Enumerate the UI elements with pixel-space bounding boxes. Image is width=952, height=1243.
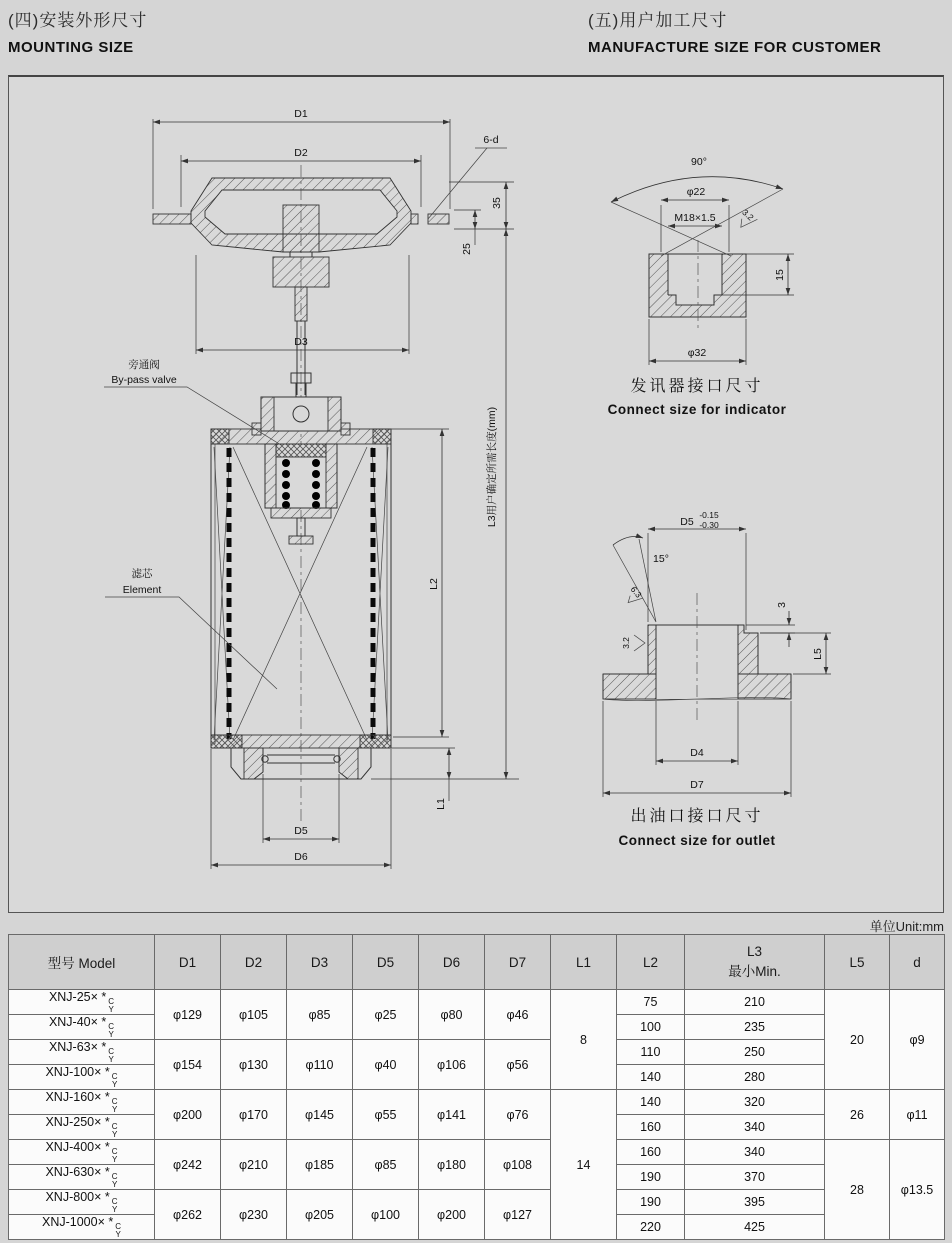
d5-cell: φ85 — [353, 1140, 419, 1190]
d6-cell: φ141 — [419, 1090, 485, 1140]
stem — [295, 287, 307, 321]
l2-cell: 190 — [617, 1165, 685, 1190]
d1-cell: φ262 — [155, 1190, 221, 1240]
outlet-finish32-symbol — [621, 635, 645, 651]
model-cell — [9, 1115, 155, 1140]
spec-table-wrap — [8, 934, 944, 1240]
cover-flange-right-a — [411, 214, 418, 224]
table-row — [9, 1040, 945, 1065]
model-text: XNJ-160× * — [45, 1090, 110, 1104]
indicator-bore-fill — [668, 254, 722, 295]
col-model: 型号 Model — [9, 935, 155, 990]
d1-cell: φ129 — [155, 990, 221, 1040]
outlet-finish63-label: 6.3 — [628, 584, 644, 600]
col-l3-sub: 最小Min. — [728, 964, 781, 979]
model-cy: C Y — [108, 1022, 115, 1039]
step3-label: 3 — [776, 602, 788, 608]
bottom-wall-left — [244, 748, 263, 779]
indicator-connection-view — [608, 156, 794, 417]
l1-cell: 14 — [551, 1090, 617, 1240]
l5-cell: 20 — [825, 990, 890, 1090]
l3-cell: 395 — [685, 1190, 825, 1215]
model-cell — [9, 1065, 155, 1090]
dim25-label: 25 — [461, 243, 473, 255]
technical-drawing-panel — [8, 75, 944, 913]
outlet-boss-wall-l — [648, 625, 656, 674]
outlet-finish63-symbol — [622, 584, 645, 607]
outlet-d5-tol-upper: -0.15 — [699, 510, 719, 520]
model-cell — [9, 1140, 155, 1165]
table-row — [9, 1090, 945, 1115]
bypass-label-en: By-pass valve — [111, 374, 177, 386]
right-title-zh: (五)用户加工尺寸 — [588, 11, 728, 30]
d7-label: D7 — [690, 779, 704, 791]
d-cell: φ9 — [890, 990, 945, 1090]
l5-cell: 26 — [825, 1090, 890, 1140]
d1-extension — [153, 119, 450, 209]
l2-label: L2 — [428, 578, 440, 590]
d3-cell: φ145 — [287, 1090, 353, 1140]
d1-cell: φ200 — [155, 1090, 221, 1140]
l5-cell: 28 — [825, 1140, 890, 1240]
model-text: XNJ-63× * — [48, 1040, 107, 1054]
col-l2: L2 — [617, 935, 685, 990]
l3-cell: 320 — [685, 1090, 825, 1115]
l2-extension — [391, 429, 449, 737]
d5-cell: φ40 — [353, 1040, 419, 1090]
chamfer-angle-label: 15° — [653, 553, 669, 565]
d1-cell: φ154 — [155, 1040, 221, 1090]
l5-label: L5 — [812, 648, 824, 660]
model-cy: C Y — [111, 1122, 118, 1139]
l3-note: L3用户确定所需长度(mm) — [486, 406, 498, 528]
l3-cell: 340 — [685, 1140, 825, 1165]
valve-head-wall-l — [261, 397, 274, 431]
element-label-en: Element — [122, 584, 162, 596]
table-row — [9, 1140, 945, 1165]
col-d2: D2 — [221, 935, 287, 990]
d7-cell: φ108 — [485, 1140, 551, 1190]
l3-cell: 210 — [685, 990, 825, 1015]
d2-cell: φ210 — [221, 1140, 287, 1190]
col-d3: D3 — [287, 935, 353, 990]
top-flange-seal-right — [373, 429, 391, 444]
model-cy: C Y — [111, 1072, 118, 1089]
outlet-connection-view — [603, 510, 831, 848]
d3-cell: φ110 — [287, 1040, 353, 1090]
table-row — [9, 990, 945, 1015]
model-cy: C Y — [108, 997, 115, 1014]
indicator-recess-fill — [676, 295, 714, 305]
col-l3 — [685, 935, 825, 990]
col-l1: L1 — [551, 935, 617, 990]
model-text: XNJ-25× * — [48, 990, 107, 1004]
outlet-d5-label: D5 — [680, 516, 694, 528]
outlet-finish32-label: 3.2 — [621, 637, 631, 649]
d3-cell: φ205 — [287, 1190, 353, 1240]
model-cy: C Y — [111, 1197, 118, 1214]
model-cell — [9, 990, 155, 1015]
model-text: XNJ-100× * — [45, 1065, 110, 1079]
technical-drawing — [9, 77, 943, 911]
d5-cell: φ25 — [353, 990, 419, 1040]
left-title-en: MOUNTING SIZE — [8, 39, 134, 56]
model-cell — [9, 1090, 155, 1115]
l3-cell: 370 — [685, 1165, 825, 1190]
d2-cell: φ130 — [221, 1040, 287, 1090]
col-d1: D1 — [155, 935, 221, 990]
top-flange-seal-left — [211, 429, 229, 444]
d1-label: D1 — [294, 108, 308, 120]
l3-cell: 250 — [685, 1040, 825, 1065]
d5-label: D5 — [294, 825, 308, 837]
valve-bottom-plate — [271, 508, 331, 518]
model-cy: C Y — [115, 1222, 121, 1239]
outlet-boss-wall-r — [738, 625, 758, 674]
d2-cell: φ170 — [221, 1090, 287, 1140]
d2-cell: φ105 — [221, 990, 287, 1040]
d3-cell: φ85 — [287, 990, 353, 1040]
element-leader — [105, 597, 277, 689]
valve-foot — [289, 536, 313, 544]
step3-extension — [746, 625, 795, 633]
valve-head-wall-r — [328, 397, 341, 431]
bolt-hole-edges — [418, 214, 428, 224]
l2-cell: 190 — [617, 1190, 685, 1215]
d5-cell: φ55 — [353, 1090, 419, 1140]
d-cell: φ13.5 — [890, 1140, 945, 1240]
model-cell — [9, 1040, 155, 1065]
d6-cell: φ106 — [419, 1040, 485, 1090]
l2-cell: 140 — [617, 1090, 685, 1115]
l2-cell: 75 — [617, 990, 685, 1015]
d2-label: D2 — [294, 147, 308, 159]
d6-cell: φ180 — [419, 1140, 485, 1190]
l2-cell: 110 — [617, 1040, 685, 1065]
col-d5: D5 — [353, 935, 419, 990]
col-d7: D7 — [485, 935, 551, 990]
l3-cell: 280 — [685, 1065, 825, 1090]
d-cell: φ11 — [890, 1090, 945, 1140]
header-row — [9, 935, 945, 990]
bottom-wall-right — [339, 748, 358, 779]
bottom-seal-right — [360, 735, 391, 748]
d4-label: D4 — [690, 747, 704, 759]
depth15-label: 15 — [774, 269, 786, 281]
l1-cell: 8 — [551, 990, 617, 1090]
model-cy: C Y — [111, 1172, 118, 1189]
right-section-header — [588, 6, 881, 56]
d6-cell: φ200 — [419, 1190, 485, 1240]
dia22-label: φ22 — [686, 186, 706, 198]
dim35-extension — [449, 182, 514, 229]
outlet-caption-en: Connect size for outlet — [618, 833, 776, 848]
valve-lug-l — [252, 423, 261, 435]
model-text: XNJ-250× * — [45, 1115, 110, 1129]
chamfer-arc — [613, 537, 643, 545]
outlet-d5-extension — [648, 533, 746, 630]
model-text: XNJ-1000× * — [41, 1215, 114, 1229]
indicator-caption-en: Connect size for indicator — [607, 402, 787, 417]
angle90-label: 90° — [691, 156, 707, 168]
d3-label: D3 — [294, 336, 308, 348]
model-text: XNJ-800× * — [45, 1190, 110, 1204]
l3-cell: 425 — [685, 1215, 825, 1240]
d1-cell: φ242 — [155, 1140, 221, 1190]
d7-cell: φ76 — [485, 1090, 551, 1140]
l2-cell: 160 — [617, 1115, 685, 1140]
l1-label: L1 — [435, 798, 447, 810]
col-d6: D6 — [419, 935, 485, 990]
hex-nut — [273, 257, 329, 287]
bottom-seal-left — [211, 735, 242, 748]
valve-seal-band — [276, 444, 326, 457]
outlet-caption-zh: 出油口接口尺寸 — [630, 808, 764, 825]
left-title-zh: (四)安装外形尺寸 — [8, 11, 148, 30]
model-cell — [9, 1215, 155, 1240]
element-label-zh: 滤芯 — [131, 568, 153, 580]
outlet-d5-tol-lower: -0.30 — [699, 520, 719, 530]
dia32-label: φ32 — [687, 347, 707, 359]
thread-label: M18×1.5 — [674, 212, 716, 224]
d7-cell: φ46 — [485, 990, 551, 1040]
left-section-header — [8, 6, 147, 56]
valve-cup-wall-r — [326, 444, 337, 508]
valve-cup-wall-l — [265, 444, 276, 508]
model-cy: C Y — [111, 1147, 118, 1164]
spec-table — [8, 934, 945, 1240]
model-cy: C Y — [108, 1047, 115, 1064]
model-text: XNJ-630× * — [45, 1165, 110, 1179]
d7-cell: φ127 — [485, 1190, 551, 1240]
d6-label: D6 — [294, 851, 308, 863]
table-row — [9, 1190, 945, 1215]
cover-flange-left — [153, 214, 191, 224]
l3-cell: 235 — [685, 1015, 825, 1040]
indicator-caption-zh: 发讯器接口尺寸 — [630, 378, 764, 395]
model-cell — [9, 1165, 155, 1190]
col-l5: L5 — [825, 935, 890, 990]
d6-cell: φ80 — [419, 990, 485, 1040]
bypass-label-zh: 旁通阀 — [128, 359, 160, 371]
model-text: XNJ-40× * — [48, 1015, 107, 1029]
dim35-label: 35 — [491, 197, 503, 209]
valve-lug-r — [341, 423, 350, 435]
d7-cell: φ56 — [485, 1040, 551, 1090]
l2-cell: 160 — [617, 1140, 685, 1165]
d2-cell: φ230 — [221, 1190, 287, 1240]
model-cell — [9, 1015, 155, 1040]
right-title-en: MANUFACTURE SIZE FOR CUSTOMER — [588, 39, 882, 56]
main-assembly-view — [104, 108, 519, 869]
l2-cell: 220 — [617, 1215, 685, 1240]
model-cy: C Y — [111, 1097, 118, 1114]
l2-cell: 100 — [617, 1015, 685, 1040]
indicator-finish-label: 3.2 — [740, 207, 756, 223]
cover-hub — [283, 205, 319, 252]
l2-cell: 140 — [617, 1065, 685, 1090]
l3-cell: 340 — [685, 1115, 825, 1140]
l1-extension — [371, 748, 519, 779]
model-text: XNJ-400× * — [45, 1140, 110, 1154]
indicator-finish-symbol — [734, 207, 759, 232]
col-l3-main: L3 — [746, 943, 763, 959]
chamfer-lines — [613, 539, 656, 622]
d3-cell: φ185 — [287, 1140, 353, 1190]
col-d: d — [890, 935, 945, 990]
model-cell — [9, 1190, 155, 1215]
unit-note: 单位Unit:mm — [869, 919, 944, 934]
d5-cell: φ100 — [353, 1190, 419, 1240]
holes-6d-label: 6-d — [483, 134, 499, 146]
